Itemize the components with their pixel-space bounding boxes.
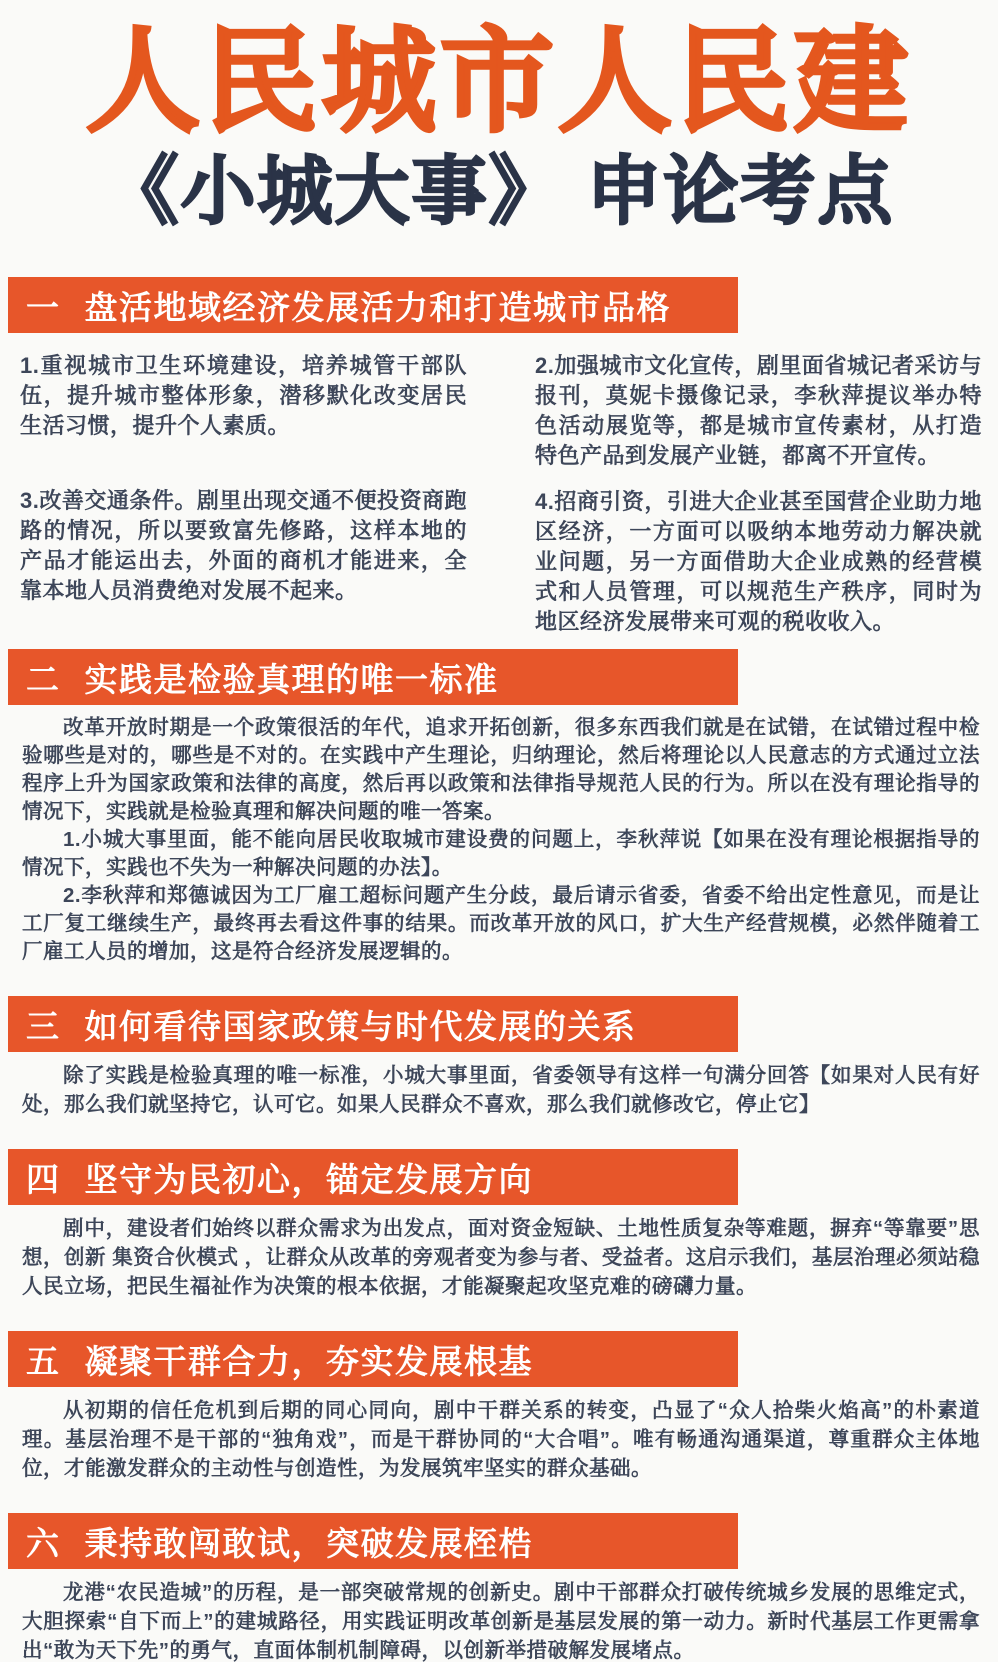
section-6-paragraph: 龙港“农民造城”的历程，是一部突破常规的创新史。剧中干部群众打破传统城乡发展的思维定式，大胆探索“自下而上”的建城路径，用实践证明改革创新是基层发展的第一动力。新时代基层工作更需拿出“敢为天下先”的勇气，直面体制机制障碍，以创新举措破解发展堵点。 — [22, 1581, 980, 1662]
page-subtitle: 《小城大事》 申论考点 — [103, 151, 895, 235]
section-4-content — [0, 1214, 998, 1301]
section-1-left-column — [20, 351, 467, 637]
point-4: 4.招商引资，引进大企业甚至国营企业助力地区经济，一方面可以吸纳本地劳动力解决就业问题，另一方面借助大企业成熟的经营模式和人员管理，可以规范生产秩序，同时为地区经济发展带来可观的税收收入。 — [535, 489, 982, 635]
section-5-number: 五 — [26, 1342, 61, 1380]
section-5-banner — [8, 1331, 738, 1387]
section-4-paragraph: 剧中，建设者们始终以群众需求为出发点，面对资金短缺、土地性质复杂等难题，摒弃“等靠要”思想，创新 集资合伙模式 ，让群众从改革的旁观者变为参与者、受益者。这启示我们，基层治理必须站稳人民立场，把民生福祉作为决策的根本依据，才能凝聚起攻坚克难的磅礴力量。 — [22, 1217, 980, 1299]
section-1-content — [0, 351, 998, 637]
section-3-banner — [8, 996, 738, 1052]
point-3: 3.改善交通条件。剧里出现交通不便投资商跑路的情况，所以要致富先修路，这样本地的产品才能运出去，外面的商机才能进来，全靠本地人员消费绝对发展不起来。 — [20, 488, 467, 604]
section-3-number: 三 — [26, 1007, 61, 1045]
section-2-banner — [8, 649, 738, 705]
section-6-content — [0, 1578, 998, 1662]
section-2-paragraph-2: 1.小城大事里面，能不能向居民收取城市建设费的问题上，李秋萍说【如果在没有理论根据指导的情况下，实践也不失为一种解决问题的办法】。 — [22, 828, 980, 880]
section-5-content — [0, 1396, 998, 1483]
point-2: 2.加强城市文化宣传，剧里面省城记者采访与报刊，莫妮卡摄像记录，李秋萍提议举办特色活动展览等，都是城市宣传素材，从打造特色产品到发展产业链，都离不开宣传。 — [535, 353, 982, 469]
section-2-content — [0, 714, 998, 966]
section-6-heading: 秉持敢闯敢试，突破发展桎梏 — [84, 1524, 533, 1562]
section-4-banner — [8, 1149, 738, 1205]
point-1: 1.重视城市卫生环境建设，培养城管干部队伍，提升城市整体形象，潜移默化改变居民生活习惯，提升个人素质。 — [20, 353, 467, 439]
section-3-paragraph: 除了实践是检验真理的唯一标准，小城大事里面，省委领导有这样一句满分回答【如果对人民有好处，那么我们就坚持它，认可它。如果人民群众不喜欢，那么我们就修改它，停止它】 — [22, 1064, 980, 1117]
section-2-paragraph-1: 改革开放时期是一个政策很活的年代，追求开拓创新，很多东西我们就是在试错，在试错过程中检验哪些是对的，哪些是不对的。在实践中产生理论，归纳理论，然后将理论以人民意志的方式通过立法程序上升为国家政策和法律的高度，然后再以政策和法律指导规范人民的行为。所以在没有理论指导的情况下，实践就是检验真理和解决问题的唯一答案。 — [22, 716, 980, 824]
section-1-right-column — [535, 351, 982, 637]
section-1-banner — [8, 277, 738, 333]
section-4-heading: 坚守为民初心，锚定发展方向 — [84, 1160, 533, 1198]
section-6-banner — [8, 1513, 738, 1569]
section-2-number: 二 — [26, 660, 61, 698]
section-3-content — [0, 1061, 998, 1119]
section-1-heading: 盘活地域经济发展活力和打造城市品格 — [84, 288, 671, 326]
section-1-number: 一 — [26, 288, 61, 326]
section-2-paragraph-3: 2.李秋萍和郑德诚因为工厂雇工超标问题产生分歧，最后请示省委，省委不给出定性意见，而是让工厂复工继续生产，最终再去看这件事的结果。而改革开放的风口，扩大生产经营规模，必然伴随着工厂雇工人员的增加，这是符合经济发展逻辑的。 — [22, 884, 980, 964]
section-5-heading: 凝聚干群合力，夯实发展根基 — [84, 1342, 533, 1380]
section-3-heading: 如何看待国家政策与时代发展的关系 — [84, 1007, 637, 1045]
page-title: 人民城市人民建 — [85, 19, 912, 146]
section-4-number: 四 — [26, 1160, 61, 1198]
section-5-paragraph: 从初期的信任危机到后期的同心同向，剧中干群关系的转变，凸显了“众人拾柴火焰高”的朴素道理。基层治理不是干部的“独角戏”，而是干群协同的“大合唱”。唯有畅通沟通渠道，尊重群众主体地位，才能激发群众的主动性与创造性，为发展筑牢坚实的群众基础。 — [22, 1399, 980, 1481]
section-2-heading: 实践是检验真理的唯一标准 — [84, 660, 499, 698]
section-6-number: 六 — [26, 1524, 61, 1562]
